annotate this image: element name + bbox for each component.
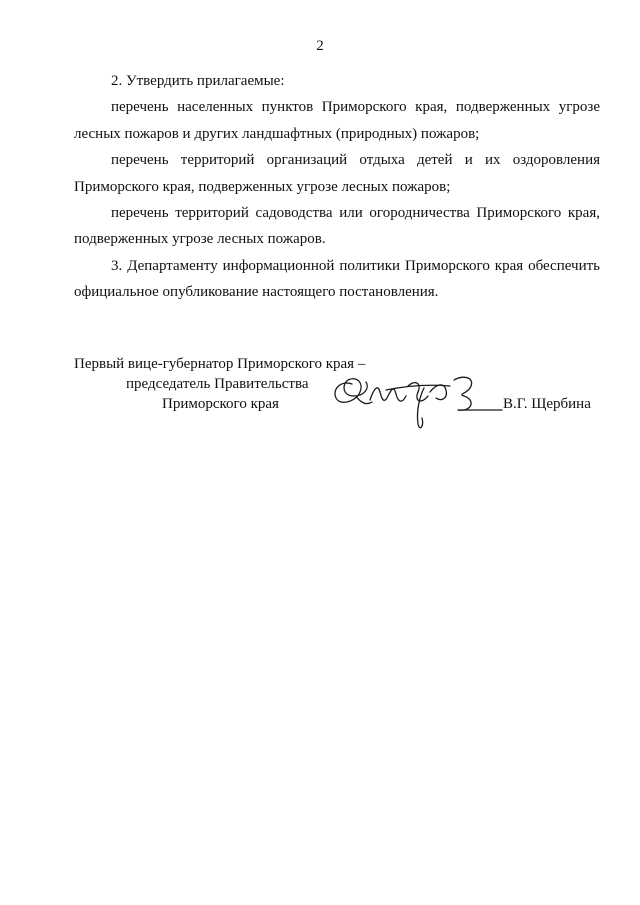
page-number: 2	[316, 38, 324, 54]
signatory-title-line2: председатель Правительства	[126, 376, 309, 392]
signatory-title-line3: Приморского края	[162, 396, 279, 412]
list-item-settlements: перечень населенных пунктов Приморского края, подверженных угрозе лесных пожаров и других ландшафтных (природных) пожаров;	[74, 99, 600, 142]
clause-3: 3. Департаменту информационной политики Приморского края обеспечить официальное опубликование настоящего постановления.	[74, 257, 600, 301]
signatory-title-line1: Первый вице-губернатор Приморского края –	[74, 356, 366, 372]
list-item-children-camps: перечень территорий организаций отдыха детей и их оздоровления Приморского края, подверженных угрозе лесных пожаров;	[74, 152, 600, 195]
clause-2-heading: 2. Утвердить прилагаемые:	[111, 73, 285, 89]
list-item-gardening: перечень территорий садоводства или огородничества Приморского края, подверженных угрозе лесных пожаров.	[74, 205, 600, 248]
handwritten-signature	[326, 366, 506, 438]
signatory-title	[74, 354, 365, 414]
document-body	[74, 68, 600, 306]
signer-name: В.Г. Щербина	[503, 396, 591, 412]
